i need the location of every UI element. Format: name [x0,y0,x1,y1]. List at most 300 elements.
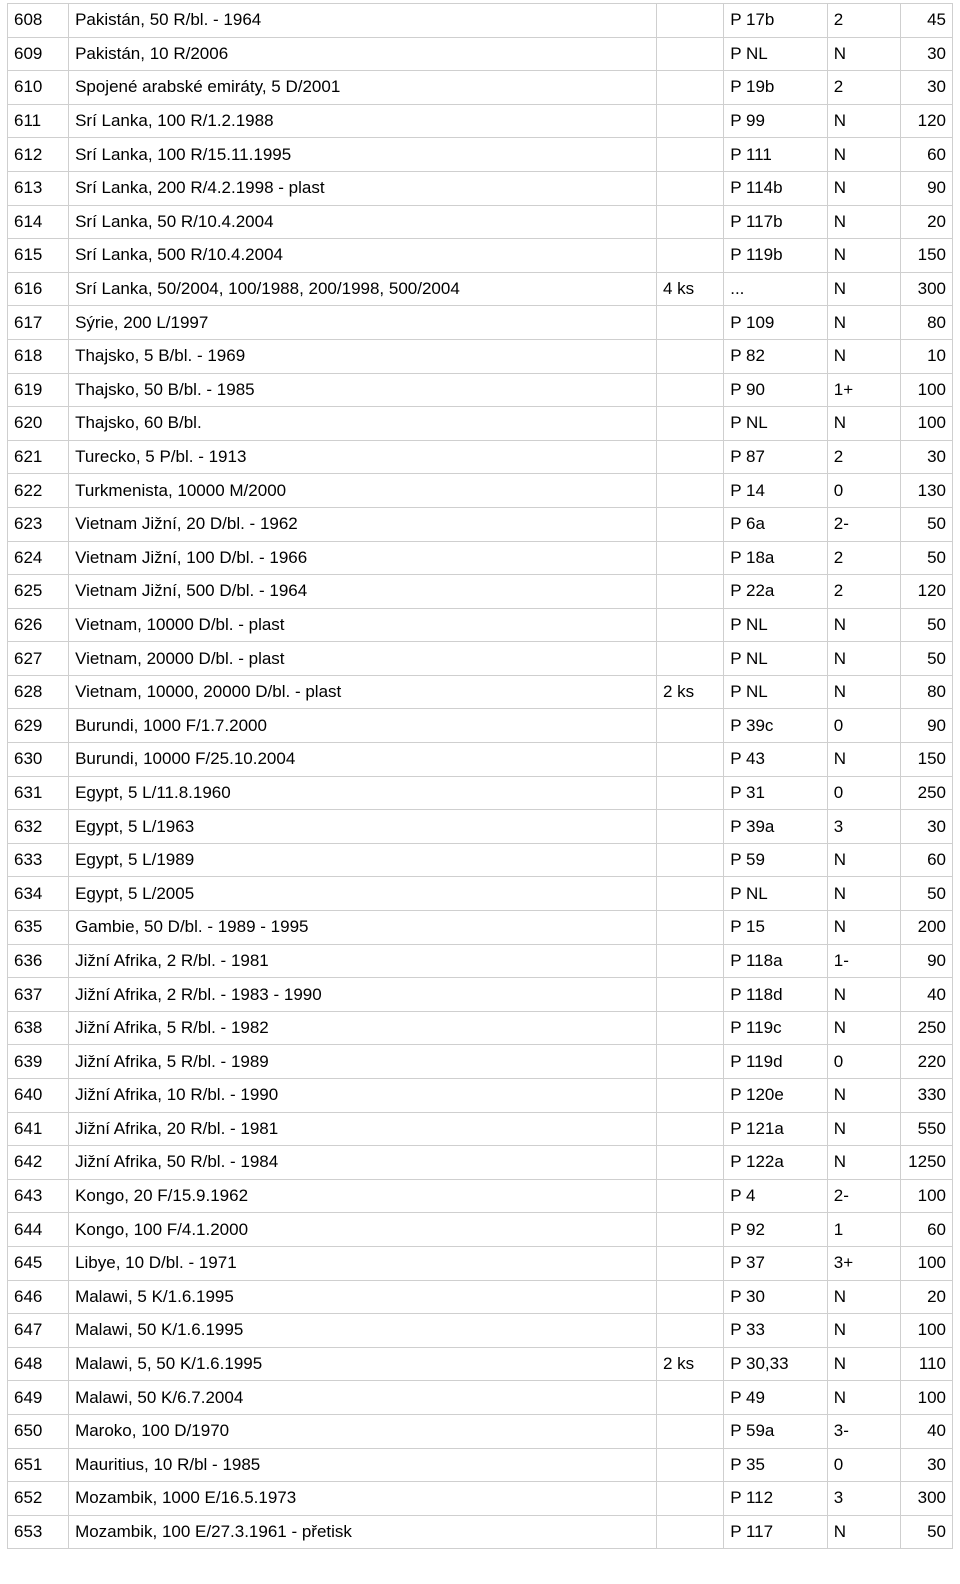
table-row [8,1515,953,1549]
item-grade: N [827,1079,900,1113]
item-catalog-number: P 22a [724,575,828,609]
item-description: Jižní Afrika, 50 R/bl. - 1984 [69,1146,657,1180]
item-description: Srí Lanka, 200 R/4.2.1998 - plast [69,171,657,205]
item-quantity [656,575,723,609]
item-number: 637 [8,978,69,1012]
item-quantity [656,474,723,508]
table-row [8,1448,953,1482]
item-number: 652 [8,1482,69,1516]
item-grade: 0 [827,1045,900,1079]
item-number: 646 [8,1280,69,1314]
item-grade: 1+ [827,373,900,407]
item-catalog-number: P 59a [724,1414,828,1448]
item-price: 40 [901,1414,953,1448]
item-price: 90 [901,171,953,205]
item-catalog-number: P 14 [724,474,828,508]
item-catalog-number: P 114b [724,171,828,205]
item-grade: N [827,272,900,306]
table-row [8,1146,953,1180]
table-row [8,1246,953,1280]
item-catalog-number: P 19b [724,71,828,105]
item-catalog-number: P 117b [724,205,828,239]
item-quantity [656,1482,723,1516]
item-price: 50 [901,507,953,541]
item-catalog-number: ... [724,272,828,306]
item-description: Maroko, 100 D/1970 [69,1414,657,1448]
item-number: 641 [8,1112,69,1146]
item-price: 120 [901,104,953,138]
item-catalog-number: P 90 [724,373,828,407]
item-price: 300 [901,1482,953,1516]
item-number: 632 [8,810,69,844]
item-price: 60 [901,138,953,172]
item-description: Jižní Afrika, 20 R/bl. - 1981 [69,1112,657,1146]
item-description: Vietnam Jižní, 500 D/bl. - 1964 [69,575,657,609]
item-price: 150 [901,743,953,777]
item-price: 30 [901,71,953,105]
item-grade: N [827,104,900,138]
table-row [8,407,953,441]
item-description: Malawi, 50 K/6.7.2004 [69,1381,657,1415]
item-grade: 0 [827,776,900,810]
item-description: Burundi, 1000 F/1.7.2000 [69,709,657,743]
table-row [8,104,953,138]
item-catalog-number: P 119c [724,1011,828,1045]
item-number: 618 [8,339,69,373]
table-row [8,810,953,844]
item-catalog-number: P 17b [724,4,828,38]
item-description: Jižní Afrika, 5 R/bl. - 1982 [69,1011,657,1045]
item-catalog-number: P 15 [724,911,828,945]
item-catalog-number: P 35 [724,1448,828,1482]
item-catalog-number: P 119d [724,1045,828,1079]
item-grade: N [827,37,900,71]
item-quantity [656,608,723,642]
item-catalog-number: P 37 [724,1246,828,1280]
item-quantity [656,1246,723,1280]
item-catalog-number: P 87 [724,440,828,474]
table-row [8,339,953,373]
item-grade: N [827,1146,900,1180]
catalog-table-body [8,4,953,1549]
item-description: Turkmenista, 10000 M/2000 [69,474,657,508]
item-catalog-number: P NL [724,642,828,676]
item-price: 30 [901,1448,953,1482]
table-row [8,272,953,306]
table-row [8,944,953,978]
item-catalog-number: P 92 [724,1213,828,1247]
item-quantity [656,541,723,575]
item-quantity [656,743,723,777]
table-row [8,1045,953,1079]
item-catalog-number: P NL [724,37,828,71]
item-price: 200 [901,911,953,945]
item-grade: 2 [827,71,900,105]
item-price: 250 [901,776,953,810]
item-quantity [656,1515,723,1549]
item-catalog-number: P 82 [724,339,828,373]
item-quantity [656,104,723,138]
item-price: 330 [901,1079,953,1113]
item-grade: 0 [827,474,900,508]
item-number: 610 [8,71,69,105]
item-number: 645 [8,1246,69,1280]
item-quantity [656,407,723,441]
item-price: 130 [901,474,953,508]
table-row [8,37,953,71]
catalog-table [7,3,953,1549]
item-description: Jižní Afrika, 10 R/bl. - 1990 [69,1079,657,1113]
item-grade: 2 [827,4,900,38]
item-price: 250 [901,1011,953,1045]
item-number: 624 [8,541,69,575]
item-grade: 3- [827,1414,900,1448]
table-row [8,1414,953,1448]
item-description: Egypt, 5 L/1989 [69,843,657,877]
item-description: Mauritius, 10 R/bl - 1985 [69,1448,657,1482]
table-row [8,440,953,474]
item-number: 648 [8,1347,69,1381]
item-grade: N [827,911,900,945]
item-quantity [656,239,723,273]
item-number: 625 [8,575,69,609]
item-grade: N [827,843,900,877]
item-number: 638 [8,1011,69,1045]
item-grade: N [827,407,900,441]
item-quantity [656,138,723,172]
item-description: Vietnam Jižní, 20 D/bl. - 1962 [69,507,657,541]
item-description: Kongo, 100 F/4.1.2000 [69,1213,657,1247]
item-description: Jižní Afrika, 5 R/bl. - 1989 [69,1045,657,1079]
item-catalog-number: P 30 [724,1280,828,1314]
item-quantity [656,1314,723,1348]
item-grade: N [827,171,900,205]
item-description: Malawi, 50 K/1.6.1995 [69,1314,657,1348]
item-quantity [656,843,723,877]
item-quantity [656,944,723,978]
table-row [8,675,953,709]
item-number: 615 [8,239,69,273]
item-number: 626 [8,608,69,642]
item-number: 650 [8,1414,69,1448]
item-quantity [656,709,723,743]
item-number: 609 [8,37,69,71]
table-row [8,911,953,945]
item-quantity [656,507,723,541]
table-row [8,575,953,609]
item-catalog-number: P 117 [724,1515,828,1549]
item-catalog-number: P 121a [724,1112,828,1146]
item-number: 634 [8,877,69,911]
item-price: 50 [901,642,953,676]
item-number: 636 [8,944,69,978]
item-price: 50 [901,541,953,575]
item-number: 653 [8,1515,69,1549]
table-row [8,1482,953,1516]
item-catalog-number: P 118a [724,944,828,978]
item-grade: N [827,205,900,239]
item-grade: N [827,1515,900,1549]
item-quantity [656,642,723,676]
item-description: Vietnam, 20000 D/bl. - plast [69,642,657,676]
item-number: 644 [8,1213,69,1247]
item-quantity: 2 ks [656,675,723,709]
item-number: 619 [8,373,69,407]
table-row [8,474,953,508]
item-price: 60 [901,843,953,877]
item-price: 100 [901,407,953,441]
item-quantity [656,810,723,844]
item-catalog-number: P 122a [724,1146,828,1180]
item-quantity [656,1448,723,1482]
item-description: Jižní Afrika, 2 R/bl. - 1981 [69,944,657,978]
item-grade: N [827,239,900,273]
item-catalog-number: P 59 [724,843,828,877]
item-grade: 3 [827,810,900,844]
item-quantity [656,339,723,373]
item-quantity [656,776,723,810]
item-quantity [656,171,723,205]
item-grade: N [827,306,900,340]
item-grade: N [827,642,900,676]
item-grade: 1 [827,1213,900,1247]
item-price: 60 [901,1213,953,1247]
item-grade: N [827,1280,900,1314]
item-grade: N [827,675,900,709]
item-catalog-number: P 33 [724,1314,828,1348]
item-number: 608 [8,4,69,38]
item-quantity [656,306,723,340]
item-price: 40 [901,978,953,1012]
item-number: 639 [8,1045,69,1079]
item-description: Srí Lanka, 50/2004, 100/1988, 200/1998, 500/2004 [69,272,657,306]
item-grade: N [827,1112,900,1146]
table-row [8,306,953,340]
item-number: 643 [8,1179,69,1213]
item-catalog-number: P 118d [724,978,828,1012]
item-catalog-number: P 49 [724,1381,828,1415]
table-row [8,776,953,810]
item-description: Vietnam, 10000, 20000 D/bl. - plast [69,675,657,709]
item-quantity [656,1381,723,1415]
item-price: 20 [901,1280,953,1314]
item-grade: 1- [827,944,900,978]
item-description: Thajsko, 60 B/bl. [69,407,657,441]
table-row [8,1381,953,1415]
item-price: 90 [901,944,953,978]
item-number: 647 [8,1314,69,1348]
table-row [8,373,953,407]
table-row [8,138,953,172]
item-grade: 3+ [827,1246,900,1280]
item-number: 611 [8,104,69,138]
item-catalog-number: P 120e [724,1079,828,1113]
table-row [8,608,953,642]
table-row [8,1179,953,1213]
item-description: Sýrie, 200 L/1997 [69,306,657,340]
table-row [8,541,953,575]
item-grade: N [827,339,900,373]
item-price: 30 [901,37,953,71]
item-number: 616 [8,272,69,306]
item-catalog-number: P 111 [724,138,828,172]
item-grade: N [827,1347,900,1381]
item-number: 642 [8,1146,69,1180]
item-description: Srí Lanka, 500 R/10.4.2004 [69,239,657,273]
item-catalog-number: P 39c [724,709,828,743]
item-quantity: 4 ks [656,272,723,306]
item-catalog-number: P 112 [724,1482,828,1516]
item-description: Jižní Afrika, 2 R/bl. - 1983 - 1990 [69,978,657,1012]
item-grade: 2 [827,440,900,474]
item-number: 628 [8,675,69,709]
item-number: 649 [8,1381,69,1415]
item-grade: 2 [827,575,900,609]
item-number: 627 [8,642,69,676]
item-quantity [656,1146,723,1180]
item-number: 612 [8,138,69,172]
item-grade: 3 [827,1482,900,1516]
item-quantity [656,440,723,474]
item-quantity [656,1045,723,1079]
item-grade: N [827,1314,900,1348]
item-description: Egypt, 5 L/11.8.1960 [69,776,657,810]
item-price: 220 [901,1045,953,1079]
item-price: 550 [901,1112,953,1146]
item-price: 20 [901,205,953,239]
table-row [8,642,953,676]
item-description: Libye, 10 D/bl. - 1971 [69,1246,657,1280]
item-price: 150 [901,239,953,273]
item-quantity [656,1112,723,1146]
table-row [8,171,953,205]
item-description: Thajsko, 50 B/bl. - 1985 [69,373,657,407]
item-description: Turecko, 5 P/bl. - 1913 [69,440,657,474]
item-grade: 2- [827,1179,900,1213]
item-catalog-number: P 109 [724,306,828,340]
item-description: Malawi, 5, 50 K/1.6.1995 [69,1347,657,1381]
item-number: 613 [8,171,69,205]
item-grade: 2- [827,507,900,541]
item-price: 300 [901,272,953,306]
item-quantity [656,1414,723,1448]
item-price: 45 [901,4,953,38]
item-catalog-number: P NL [724,675,828,709]
item-quantity [656,4,723,38]
item-catalog-number: P 4 [724,1179,828,1213]
item-price: 10 [901,339,953,373]
item-quantity [656,911,723,945]
item-quantity [656,37,723,71]
item-quantity [656,373,723,407]
item-quantity [656,1079,723,1113]
item-quantity [656,1011,723,1045]
item-grade: N [827,138,900,172]
item-description: Burundi, 10000 F/25.10.2004 [69,743,657,777]
item-quantity [656,1213,723,1247]
item-price: 1250 [901,1146,953,1180]
item-catalog-number: P NL [724,877,828,911]
item-quantity [656,71,723,105]
item-catalog-number: P NL [724,407,828,441]
item-grade: N [827,608,900,642]
item-price: 100 [901,1246,953,1280]
item-price: 50 [901,877,953,911]
item-number: 629 [8,709,69,743]
item-price: 80 [901,675,953,709]
item-description: Thajsko, 5 B/bl. - 1969 [69,339,657,373]
item-number: 617 [8,306,69,340]
item-price: 110 [901,1347,953,1381]
item-grade: 0 [827,709,900,743]
item-price: 100 [901,373,953,407]
item-price: 80 [901,306,953,340]
table-row [8,1213,953,1247]
item-grade: 0 [827,1448,900,1482]
item-description: Mozambik, 1000 E/16.5.1973 [69,1482,657,1516]
item-price: 100 [901,1381,953,1415]
item-description: Spojené arabské emiráty, 5 D/2001 [69,71,657,105]
table-row [8,507,953,541]
item-catalog-number: P 31 [724,776,828,810]
item-number: 635 [8,911,69,945]
item-grade: N [827,877,900,911]
table-row [8,877,953,911]
item-description: Kongo, 20 F/15.9.1962 [69,1179,657,1213]
item-quantity [656,1280,723,1314]
table-row [8,71,953,105]
item-quantity: 2 ks [656,1347,723,1381]
table-row [8,1011,953,1045]
item-price: 120 [901,575,953,609]
item-catalog-number: P NL [724,608,828,642]
item-number: 630 [8,743,69,777]
item-catalog-number: P 39a [724,810,828,844]
item-grade: 2 [827,541,900,575]
table-row [8,1280,953,1314]
item-description: Vietnam, 10000 D/bl. - plast [69,608,657,642]
item-catalog-number: P 119b [724,239,828,273]
item-description: Pakistán, 50 R/bl. - 1964 [69,4,657,38]
item-price: 50 [901,608,953,642]
table-row [8,1112,953,1146]
table-row [8,1314,953,1348]
table-row [8,205,953,239]
item-number: 614 [8,205,69,239]
item-number: 631 [8,776,69,810]
item-grade: N [827,1011,900,1045]
item-catalog-number: P 99 [724,104,828,138]
table-row [8,4,953,38]
table-row [8,1347,953,1381]
item-catalog-number: P 18a [724,541,828,575]
item-description: Malawi, 5 K/1.6.1995 [69,1280,657,1314]
item-grade: N [827,1381,900,1415]
item-price: 90 [901,709,953,743]
item-price: 30 [901,440,953,474]
item-catalog-number: P 6a [724,507,828,541]
item-number: 621 [8,440,69,474]
item-number: 640 [8,1079,69,1113]
table-row [8,239,953,273]
item-description: Srí Lanka, 100 R/1.2.1988 [69,104,657,138]
item-description: Srí Lanka, 50 R/10.4.2004 [69,205,657,239]
item-number: 620 [8,407,69,441]
item-description: Srí Lanka, 100 R/15.11.1995 [69,138,657,172]
item-price: 100 [901,1179,953,1213]
item-description: Vietnam Jižní, 100 D/bl. - 1966 [69,541,657,575]
table-row [8,743,953,777]
